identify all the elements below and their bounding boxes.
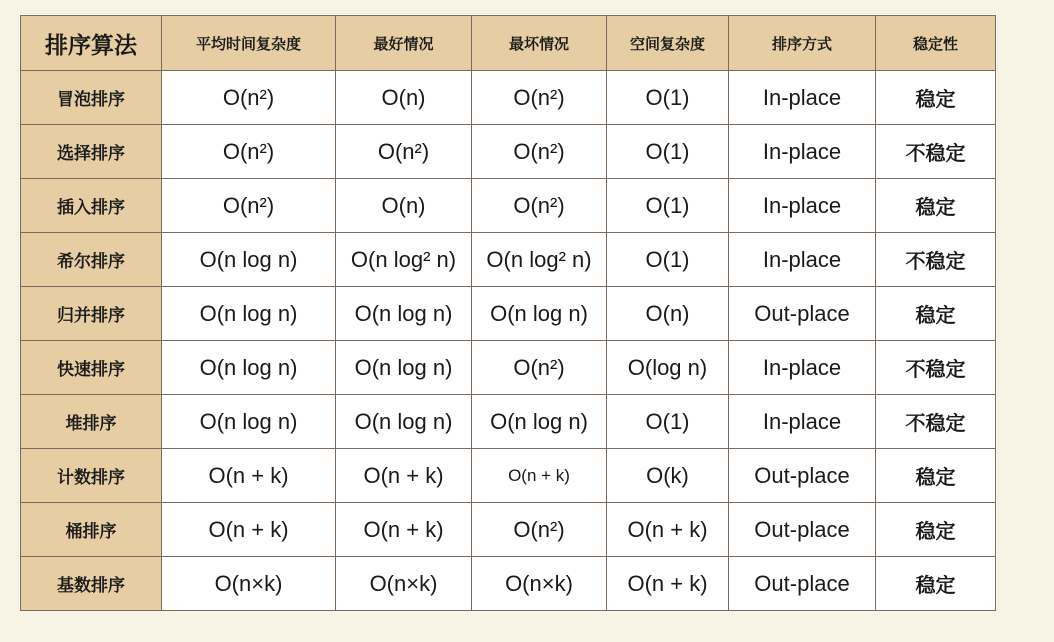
stability-cell: 不稳定	[876, 395, 996, 449]
algorithm-name-cell: 基数排序	[21, 557, 162, 611]
space-cell: O(1)	[607, 71, 729, 125]
header-average-time: 平均时间复杂度	[162, 16, 336, 71]
method-cell: Out-place	[729, 287, 876, 341]
average-time-cell: O(n log n)	[162, 341, 336, 395]
average-time-cell: O(n×k)	[162, 557, 336, 611]
worst-case-cell: O(n + k)	[472, 449, 607, 503]
table-row	[21, 287, 996, 341]
method-cell: In-place	[729, 395, 876, 449]
best-case-cell: O(n)	[336, 71, 472, 125]
algorithm-name-cell: 桶排序	[21, 503, 162, 557]
space-cell: O(n)	[607, 287, 729, 341]
space-cell: O(1)	[607, 395, 729, 449]
best-case-cell: O(n log n)	[336, 287, 472, 341]
best-case-cell: O(n²)	[336, 125, 472, 179]
algorithm-name-cell: 选择排序	[21, 125, 162, 179]
header-stability: 稳定性	[876, 16, 996, 71]
header-worst-case: 最坏情况	[472, 16, 607, 71]
worst-case-cell: O(n×k)	[472, 557, 607, 611]
header-best-case: 最好情况	[336, 16, 472, 71]
stability-cell: 不稳定	[876, 341, 996, 395]
worst-case-cell: O(n²)	[472, 341, 607, 395]
best-case-cell: O(n log n)	[336, 395, 472, 449]
table-row	[21, 503, 996, 557]
header-algorithm: 排序算法	[21, 16, 162, 71]
algorithm-name-cell: 冒泡排序	[21, 71, 162, 125]
method-cell: Out-place	[729, 449, 876, 503]
stability-cell: 稳定	[876, 557, 996, 611]
header-space: 空间复杂度	[607, 16, 729, 71]
worst-case-cell: O(n²)	[472, 179, 607, 233]
algorithm-name-cell: 希尔排序	[21, 233, 162, 287]
space-cell: O(1)	[607, 125, 729, 179]
algorithm-name-cell: 插入排序	[21, 179, 162, 233]
best-case-cell: O(n)	[336, 179, 472, 233]
space-cell: O(1)	[607, 179, 729, 233]
table-row	[21, 557, 996, 611]
algorithm-name-cell: 堆排序	[21, 395, 162, 449]
space-cell: O(1)	[607, 233, 729, 287]
average-time-cell: O(n²)	[162, 179, 336, 233]
worst-case-cell: O(n log² n)	[472, 233, 607, 287]
header-row	[21, 16, 996, 71]
space-cell: O(k)	[607, 449, 729, 503]
table-row	[21, 341, 996, 395]
best-case-cell: O(n + k)	[336, 449, 472, 503]
average-time-cell: O(n²)	[162, 125, 336, 179]
worst-case-cell: O(n log n)	[472, 395, 607, 449]
table-row	[21, 395, 996, 449]
table-row	[21, 179, 996, 233]
algorithm-name-cell: 归并排序	[21, 287, 162, 341]
average-time-cell: O(n²)	[162, 71, 336, 125]
header-method: 排序方式	[729, 16, 876, 71]
table-row	[21, 449, 996, 503]
stability-cell: 不稳定	[876, 125, 996, 179]
table-row	[21, 125, 996, 179]
stability-cell: 稳定	[876, 503, 996, 557]
best-case-cell: O(n log² n)	[336, 233, 472, 287]
stability-cell: 稳定	[876, 449, 996, 503]
sorting-complexity-table	[20, 15, 996, 611]
best-case-cell: O(n log n)	[336, 341, 472, 395]
worst-case-cell: O(n²)	[472, 503, 607, 557]
method-cell: In-place	[729, 125, 876, 179]
average-time-cell: O(n log n)	[162, 287, 336, 341]
method-cell: In-place	[729, 341, 876, 395]
space-cell: O(n + k)	[607, 503, 729, 557]
average-time-cell: O(n log n)	[162, 395, 336, 449]
worst-case-cell: O(n²)	[472, 125, 607, 179]
stability-cell: 稳定	[876, 179, 996, 233]
method-cell: Out-place	[729, 557, 876, 611]
best-case-cell: O(n + k)	[336, 503, 472, 557]
algorithm-name-cell: 快速排序	[21, 341, 162, 395]
space-cell: O(log n)	[607, 341, 729, 395]
stability-cell: 不稳定	[876, 233, 996, 287]
table-row	[21, 233, 996, 287]
space-cell: O(n + k)	[607, 557, 729, 611]
method-cell: In-place	[729, 71, 876, 125]
stability-cell: 稳定	[876, 287, 996, 341]
table-row	[21, 71, 996, 125]
worst-case-cell: O(n log n)	[472, 287, 607, 341]
stability-cell: 稳定	[876, 71, 996, 125]
average-time-cell: O(n + k)	[162, 503, 336, 557]
worst-case-cell: O(n²)	[472, 71, 607, 125]
table-header	[21, 16, 996, 71]
method-cell: In-place	[729, 179, 876, 233]
algorithm-name-cell: 计数排序	[21, 449, 162, 503]
best-case-cell: O(n×k)	[336, 557, 472, 611]
method-cell: In-place	[729, 233, 876, 287]
average-time-cell: O(n + k)	[162, 449, 336, 503]
method-cell: Out-place	[729, 503, 876, 557]
table-body	[21, 71, 996, 611]
average-time-cell: O(n log n)	[162, 233, 336, 287]
